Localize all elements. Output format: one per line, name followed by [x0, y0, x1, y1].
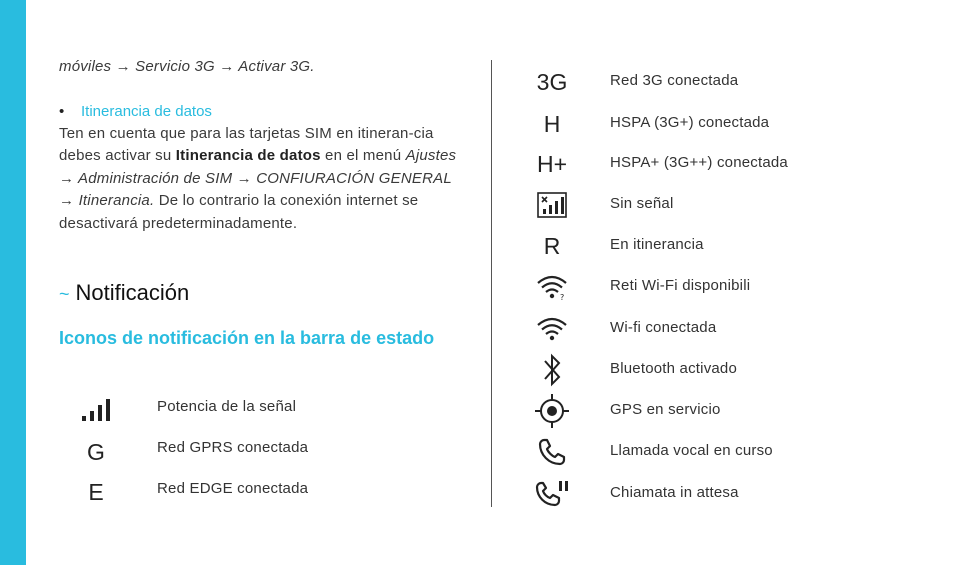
hspa-icon: H — [543, 110, 561, 137]
bullet-title: Itinerancia de datos — [81, 102, 212, 120]
row-label: HSPA (3G+) conectada — [610, 114, 770, 131]
menu-path: móviles → Servicio 3G → Activar 3G. — [59, 58, 315, 75]
row-label: Chiamata in attesa — [610, 484, 739, 501]
bluetooth-icon — [532, 350, 572, 390]
roaming-paragraph: Ten en cuenta que para las tarjetas SIM en itineran-cia debes activar su Itinerancia de datos en el menú Ajustes → Administración de SIM → CONFIURACIÓN GENERAL → Itinerancia. De lo contrario la conexión internet se desactivará predeterminadamente. — [59, 124, 457, 232]
call-icon — [532, 432, 572, 472]
edge-icon: E — [88, 478, 104, 505]
3g-icon: 3G — [536, 68, 568, 95]
row-label: En itinerancia — [610, 236, 704, 253]
roaming-icon: R — [543, 232, 561, 259]
bullet-item — [59, 101, 459, 123]
column-divider — [491, 60, 492, 507]
side-accent-bar — [0, 0, 26, 565]
row-label: Wi-fi conectada — [610, 319, 717, 336]
row-label: Llamada vocal en curso — [610, 442, 773, 459]
no-signal-icon — [532, 185, 572, 225]
bullet-dot: • — [59, 102, 65, 120]
wifi-available-icon — [532, 267, 572, 307]
row-label: Red 3G conectada — [610, 72, 739, 89]
signal-strength-icon — [76, 390, 116, 430]
tilde-mark: ~ — [59, 284, 70, 304]
gps-icon — [532, 391, 572, 431]
section-title: ~ Notificación — [59, 280, 190, 305]
section-subtitle: Iconos de notificación en la barra de estado — [59, 328, 435, 348]
row-label: Reti Wi-Fi disponibili — [610, 277, 751, 294]
wifi-connected-icon — [532, 309, 572, 349]
call-hold-icon — [532, 473, 572, 513]
gprs-icon: G — [87, 438, 105, 465]
svg-text:?: ? — [560, 293, 565, 300]
intro-text — [59, 56, 459, 235]
row-label: Bluetooth activado — [610, 360, 738, 377]
row-label: Red EDGE conectada — [157, 480, 309, 497]
row-label: Sin señal — [610, 195, 674, 212]
row-label: Red GPRS conectada — [157, 439, 309, 456]
row-label: Potencia de la señal — [157, 398, 297, 415]
hspa-plus-icon: H+ — [536, 150, 568, 177]
row-label: GPS en servicio — [610, 401, 721, 418]
row-label: HSPA+ (3G++) conectada — [610, 154, 788, 171]
